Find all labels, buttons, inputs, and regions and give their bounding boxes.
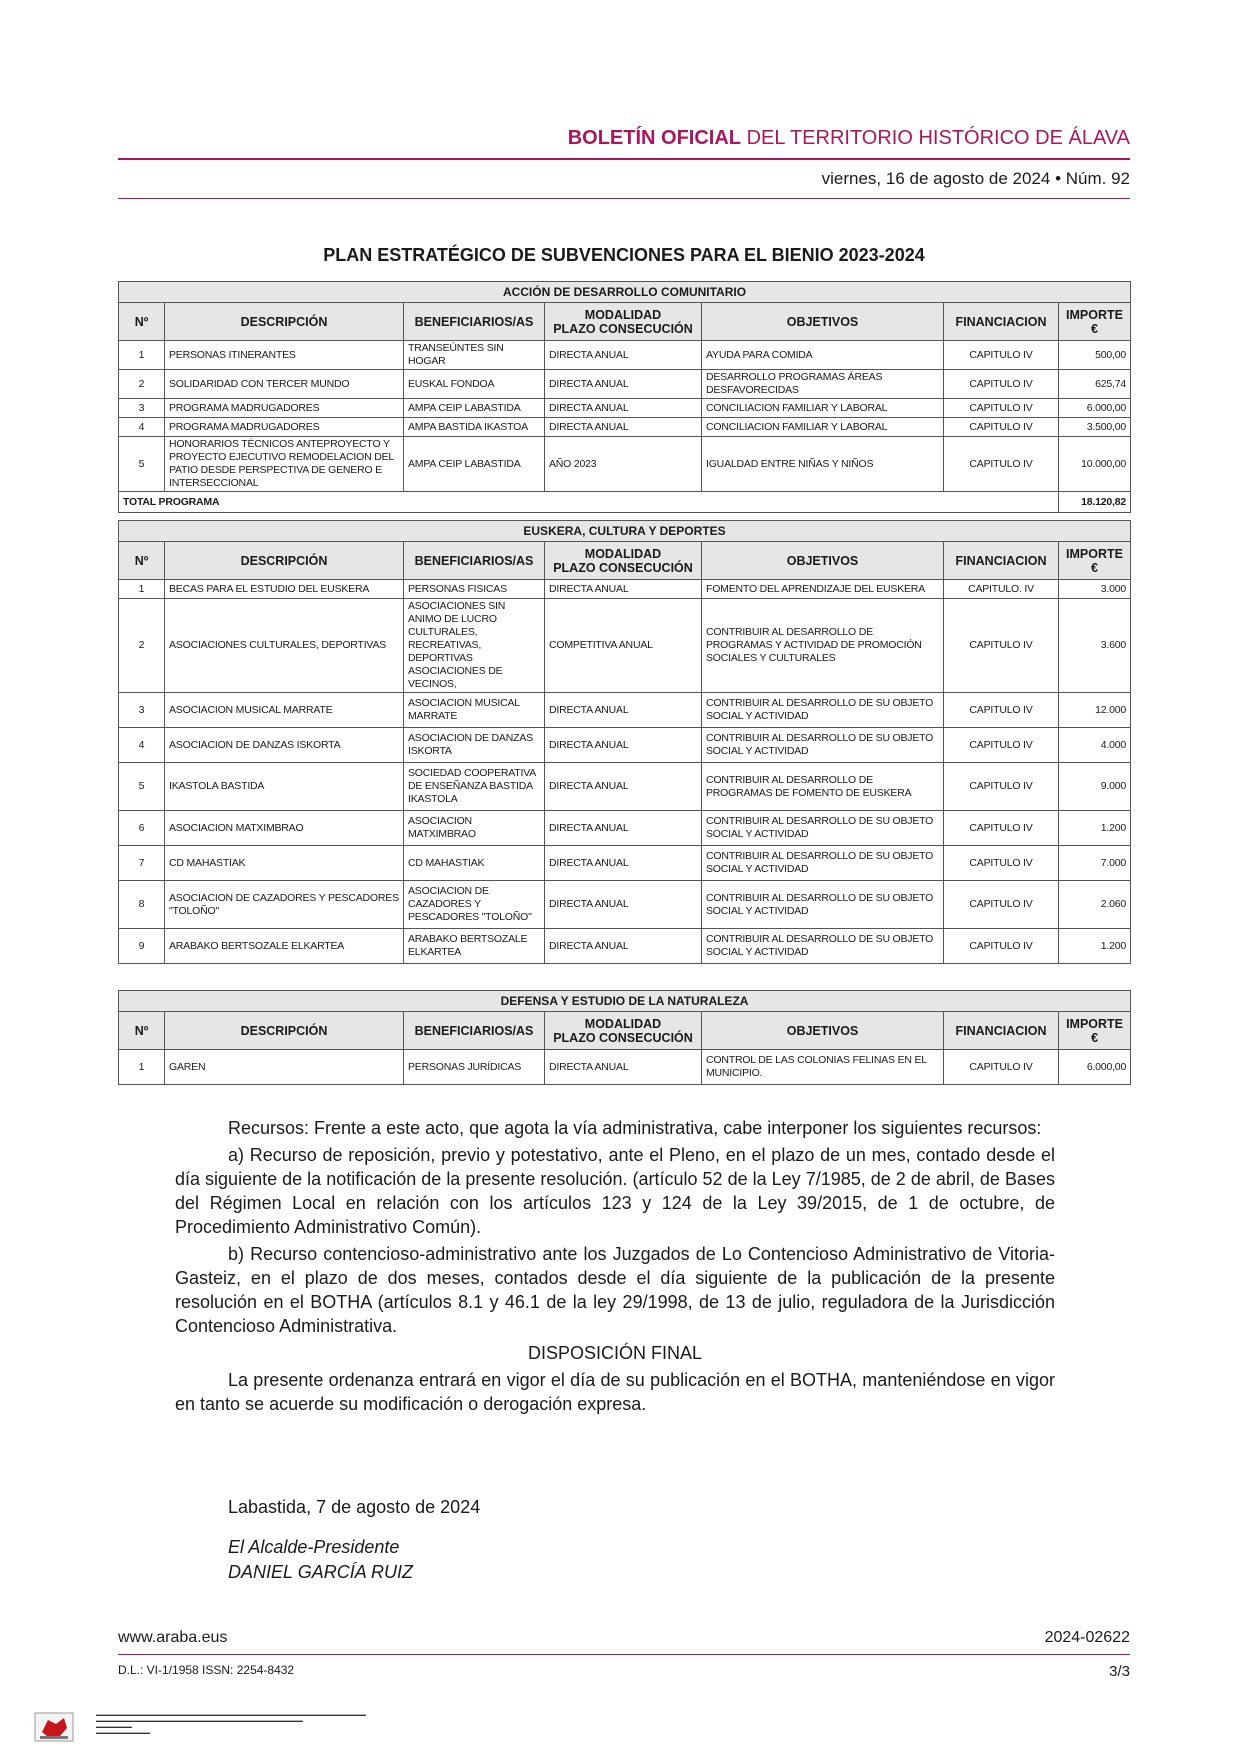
cell-modalidad: DIRECTA ANUAL <box>545 811 702 846</box>
cell-desc: PROGRAMA MADRUGADORES <box>165 399 404 418</box>
cell-benef: AMPA BASTIDA IKASTOA <box>404 418 545 437</box>
cell-objetivos: CONCILIACION FAMILIAR Y LABORAL <box>702 418 944 437</box>
cell-modalidad: DIRECTA ANUAL <box>545 929 702 964</box>
col-header-objetivos: OBJETIVOS <box>702 542 944 580</box>
cell-financiacion: CAPITULO. IV <box>944 580 1059 599</box>
cell-desc: ARABAKO BERTSOZALE ELKARTEA <box>165 929 404 964</box>
table-row <box>119 693 1131 728</box>
cell-objetivos: CONTRIBUIR AL DESARROLLO DE SU OBJETO SOCIAL Y ACTIVIDAD <box>702 693 944 728</box>
col-header-benef: BENEFICIARIOS/AS <box>404 303 545 341</box>
footer-rule <box>118 1654 1130 1655</box>
cell-num: 3 <box>119 399 165 418</box>
cell-benef: ASOCIACION MATXIMBRAO <box>404 811 545 846</box>
table-row <box>119 370 1131 399</box>
subsidy-table <box>118 281 1131 513</box>
table-section-title: ACCIÓN DE DESARROLLO COMUNITARIO <box>119 282 1131 303</box>
table-row <box>119 399 1131 418</box>
cell-desc: ASOCIACION MATXIMBRAO <box>165 811 404 846</box>
subsidy-table <box>118 990 1131 1085</box>
cell-objetivos: CONCILIACION FAMILIAR Y LABORAL <box>702 399 944 418</box>
cell-modalidad: DIRECTA ANUAL <box>545 763 702 811</box>
heading-disposicion-final: DISPOSICIÓN FINAL <box>527 1343 703 1363</box>
cell-desc: ASOCIACION MUSICAL MARRATE <box>165 693 404 728</box>
cell-modalidad: DIRECTA ANUAL <box>545 580 702 599</box>
footer-dl-issn: D.L.: VI-1/1958 ISSN: 2254-8432 <box>118 1663 295 1677</box>
cell-importe: 625,74 <box>1059 370 1131 399</box>
header-rule-thin <box>118 198 1130 199</box>
cell-benef: ASOCIACION DE CAZADORES Y PESCADORES "TOLOÑO" <box>404 881 545 929</box>
col-header-desc: DESCRIPCIÓN <box>165 1012 404 1050</box>
cell-objetivos: DESARROLLO PROGRAMAS ÁREAS DESFAVORECIDAS <box>702 370 944 399</box>
place-date: Labastida, 7 de agosto de 2024 <box>228 1497 481 1517</box>
cell-desc: HONORARIOS TÉCNICOS ANTEPROYECTO Y PROYECTO EJECUTIVO REMODELACION DEL PATIO DESDE PERSPECTIVA DE GENERO E INTERSECCIONAL <box>165 437 404 492</box>
cell-benef: PERSONAS FISICAS <box>404 580 545 599</box>
cell-objetivos: CONTRIBUIR AL DESARROLLO DE SU OBJETO SOCIAL Y ACTIVIDAD <box>702 929 944 964</box>
col-header-financiacion: FINANCIACION <box>944 1012 1059 1050</box>
col-header-financiacion: FINANCIACION <box>944 303 1059 341</box>
cell-modalidad: AÑO 2023 <box>545 437 702 492</box>
col-header-modalidad-1: MODALIDAD <box>584 307 662 322</box>
cell-importe: 6.000,00 <box>1059 1050 1131 1085</box>
cell-importe: 3.500,00 <box>1059 418 1131 437</box>
cell-objetivos: CONTRIBUIR AL DESARROLLO DE SU OBJETO SOCIAL Y ACTIVIDAD <box>702 846 944 881</box>
cell-importe: 500,00 <box>1059 341 1131 370</box>
cell-num: 5 <box>119 437 165 492</box>
cell-modalidad: DIRECTA ANUAL <box>545 693 702 728</box>
cell-objetivos: CONTRIBUIR AL DESARROLLO DE SU OBJETO SOCIAL Y ACTIVIDAD <box>702 881 944 929</box>
table-row <box>119 846 1131 881</box>
cell-num: 1 <box>119 341 165 370</box>
cell-desc: ASOCIACION DE CAZADORES Y PESCADORES "TOLOÑO" <box>165 881 404 929</box>
cell-benef: SOCIEDAD COOPERATIVA DE ENSEÑANZA BASTIDA IKASTOLA <box>404 763 545 811</box>
cell-benef: AMPA CEIP LABASTIDA <box>404 437 545 492</box>
col-header-objetivos: OBJETIVOS <box>702 303 944 341</box>
cell-financiacion: CAPITULO IV <box>944 929 1059 964</box>
cell-modalidad: DIRECTA ANUAL <box>545 418 702 437</box>
cell-financiacion: CAPITULO IV <box>944 763 1059 811</box>
bulletin-title-bold: BOLETÍN OFICIAL <box>567 127 742 149</box>
cell-objetivos: FOMENTO DEL APRENDIZAJE DEL EUSKERA <box>702 580 944 599</box>
col-header-modalidad <box>545 542 702 580</box>
cell-num: 2 <box>119 599 165 693</box>
cell-objetivos: AYUDA PARA COMIDA <box>702 341 944 370</box>
electronic-signature-fine-print: ▬▬▬▬▬▬▬▬▬▬▬▬▬▬▬▬▬▬▬▬▬▬▬▬▬▬▬▬▬▬▬▬▬▬▬▬▬▬▬▬▬▬▬▬▬▬▬▬▬▬▬▬▬▬▬▬▬▬▬▬ ▬▬▬▬▬▬▬▬▬▬▬▬▬▬▬▬▬▬▬▬▬▬▬▬▬▬▬▬▬▬▬▬▬▬▬▬▬▬▬▬▬▬▬▬▬▬ ▬▬▬▬▬▬▬▬ ▬▬▬▬▬▬▬▬▬▬▬▬ <box>96 1712 366 1735</box>
cell-desc: IKASTOLA BASTIDA <box>165 763 404 811</box>
body-text <box>175 1116 1055 1416</box>
footer-page-number: 3/3 <box>1109 1663 1130 1680</box>
col-header-benef: BENEFICIARIOS/AS <box>404 1012 545 1050</box>
cell-financiacion: CAPITULO IV <box>944 881 1059 929</box>
cell-benef: ASOCIACION DE DANZAS ISKORTA <box>404 728 545 763</box>
cell-objetivos: IGUALDAD ENTRE NIÑAS Y NIÑOS <box>702 437 944 492</box>
table-row <box>119 1050 1131 1085</box>
signature-role: El Alcalde-Presidente <box>228 1537 400 1557</box>
cell-benef: EUSKAL FONDOA <box>404 370 545 399</box>
col-header-importe: IMPORTE € <box>1059 1012 1131 1050</box>
cell-desc: PROGRAMA MADRUGADORES <box>165 418 404 437</box>
table-row <box>119 580 1131 599</box>
col-header-benef: BENEFICIARIOS/AS <box>404 542 545 580</box>
cell-modalidad: DIRECTA ANUAL <box>545 399 702 418</box>
cell-num: 1 <box>119 580 165 599</box>
cell-modalidad: DIRECTA ANUAL <box>545 846 702 881</box>
cell-modalidad: DIRECTA ANUAL <box>545 728 702 763</box>
cell-desc: CD MAHASTIAK <box>165 846 404 881</box>
cell-desc: SOLIDARIDAD CON TERCER MUNDO <box>165 370 404 399</box>
cell-importe: 4.000 <box>1059 728 1131 763</box>
cell-benef: ARABAKO BERTSOZALE ELKARTEA <box>404 929 545 964</box>
subsidy-table <box>118 520 1131 964</box>
document-title: PLAN ESTRATÉGICO DE SUBVENCIONES PARA EL BIENIO 2023-2024 <box>323 245 925 265</box>
cell-benef: ASOCIACIONES SIN ANIMO DE LUCRO CULTURALES, RECREATIVAS, DEPORTIVAS ASOCIACIONES DE VECINOS, <box>404 599 545 693</box>
col-header-desc: DESCRIPCIÓN <box>165 303 404 341</box>
cell-benef: AMPA CEIP LABASTIDA <box>404 399 545 418</box>
cell-financiacion: CAPITULO IV <box>944 1050 1059 1085</box>
table-row <box>119 728 1131 763</box>
col-header-importe: IMPORTE € <box>1059 542 1131 580</box>
cell-num: 7 <box>119 846 165 881</box>
cell-num: 8 <box>119 881 165 929</box>
cell-benef: CD MAHASTIAK <box>404 846 545 881</box>
header-rule <box>118 158 1130 160</box>
cell-num: 9 <box>119 929 165 964</box>
col-header-modalidad <box>545 303 702 341</box>
cell-modalidad: DIRECTA ANUAL <box>545 341 702 370</box>
cell-importe: 10.000,00 <box>1059 437 1131 492</box>
footer-reference: 2024-02622 <box>1044 1629 1130 1646</box>
paragraph-recursos: Recursos: Frente a este acto, que agota la vía administrativa, cabe interponer los siguientes recursos: <box>228 1118 1042 1138</box>
table-row <box>119 929 1131 964</box>
cell-num: 4 <box>119 418 165 437</box>
cell-num: 2 <box>119 370 165 399</box>
cell-num: 6 <box>119 811 165 846</box>
cell-objetivos: CONTRIBUIR AL DESARROLLO DE SU OBJETO SOCIAL Y ACTIVIDAD <box>702 811 944 846</box>
footer-website[interactable]: www.araba.eus <box>118 1629 228 1646</box>
cell-desc: PERSONAS ITINERANTES <box>165 341 404 370</box>
table-row <box>119 437 1131 492</box>
col-header-modalidad-1: MODALIDAD <box>584 546 662 561</box>
table-row <box>119 418 1131 437</box>
paragraph-contencioso: b) Recurso contencioso-administrativo ante los Juzgados de Lo Contencioso Administrativo de Vitoria-Gasteiz, en el plazo de dos meses, contados desde el día siguiente de la publicación de la presente resolución en el BOTHA (artículos 8.1 y 46.1 de la ley 29/1998, de 13 de julio, reguladora de la Jurisdicción Contencioso Administrativa. <box>175 1244 1055 1336</box>
cell-importe: 7.000 <box>1059 846 1131 881</box>
cell-importe: 3.000 <box>1059 580 1131 599</box>
cell-objetivos: CONTRIBUIR AL DESARROLLO DE SU OBJETO SOCIAL Y ACTIVIDAD <box>702 728 944 763</box>
cell-num: 5 <box>119 763 165 811</box>
paragraph-entrada-vigor: La presente ordenanza entrará en vigor el día de su publicación en el BOTHA, manteniéndose en vigor en tanto se acuerde su modificación o derogación expresa. <box>175 1370 1055 1414</box>
cell-modalidad: DIRECTA ANUAL <box>545 881 702 929</box>
cell-modalidad: DIRECTA ANUAL <box>545 370 702 399</box>
col-header-objetivos: OBJETIVOS <box>702 1012 944 1050</box>
col-header-financiacion: FINANCIACION <box>944 542 1059 580</box>
cell-num: 1 <box>119 1050 165 1085</box>
cell-desc: BECAS PARA EL ESTUDIO DEL EUSKERA <box>165 580 404 599</box>
col-header-num: Nº <box>119 1012 165 1050</box>
cell-num: 3 <box>119 693 165 728</box>
cell-num: 4 <box>119 728 165 763</box>
col-header-importe: IMPORTE € <box>1059 303 1131 341</box>
cell-benef: ASOCIACION MUSICAL MARRATE <box>404 693 545 728</box>
cell-financiacion: CAPITULO IV <box>944 728 1059 763</box>
cell-financiacion: CAPITULO IV <box>944 811 1059 846</box>
table-row <box>119 341 1131 370</box>
col-header-desc: DESCRIPCIÓN <box>165 542 404 580</box>
table-row <box>119 811 1131 846</box>
cell-importe: 2.060 <box>1059 881 1131 929</box>
table-row <box>119 881 1131 929</box>
table-section-title: EUSKERA, CULTURA Y DEPORTES <box>119 521 1131 542</box>
table-row <box>119 599 1131 693</box>
cell-importe: 12.000 <box>1059 693 1131 728</box>
cell-financiacion: CAPITULO IV <box>944 437 1059 492</box>
cell-modalidad: DIRECTA ANUAL <box>545 1050 702 1085</box>
cell-modalidad: COMPETITIVA ANUAL <box>545 599 702 693</box>
col-header-modalidad-2: PLAZO CONSECUCIÓN <box>553 1030 693 1045</box>
cell-desc: ASOCIACION DE DANZAS ISKORTA <box>165 728 404 763</box>
cell-financiacion: CAPITULO IV <box>944 399 1059 418</box>
bulletin-title-rest: DEL TERRITORIO HISTÓRICO DE ÁLAVA <box>741 127 1130 149</box>
page-header <box>118 124 1130 199</box>
table-row <box>119 763 1131 811</box>
official-seal-icon <box>34 1712 74 1742</box>
cell-importe: 6.000,00 <box>1059 399 1131 418</box>
cell-importe: 1.200 <box>1059 811 1131 846</box>
cell-benef: PERSONAS JURÍDICAS <box>404 1050 545 1085</box>
col-header-modalidad-2: PLAZO CONSECUCIÓN <box>553 321 693 336</box>
cell-financiacion: CAPITULO IV <box>944 693 1059 728</box>
cell-importe: 9.000 <box>1059 763 1131 811</box>
table-section-title: DEFENSA Y ESTUDIO DE LA NATURALEZA <box>119 991 1131 1012</box>
col-header-modalidad-2: PLAZO CONSECUCIÓN <box>553 560 693 575</box>
cell-objetivos: CONTRIBUIR AL DESARROLLO DE PROGRAMAS Y ACTIVIDAD DE PROMOCIÓN SOCIALES Y CULTURALES <box>702 599 944 693</box>
signature-block <box>228 1535 413 1585</box>
table-total-row <box>119 492 1131 513</box>
total-label: TOTAL PROGRAMA <box>119 492 1059 513</box>
cell-financiacion: CAPITULO IV <box>944 846 1059 881</box>
cell-financiacion: CAPITULO IV <box>944 599 1059 693</box>
cell-desc: GAREN <box>165 1050 404 1085</box>
paragraph-reposicion: a) Recurso de reposición, previo y potestativo, ante el Pleno, en el plazo de un mes, contado desde el día siguiente de la notificación de la presente resolución. (artículo 52 de la Ley 7/1985, de 2 de abril, de Bases del Régimen Local en relación con los artículos 123 y 124 de la Ley 39/2015, de 1 de octubre, de Procedimiento Administrativo Común). <box>175 1145 1055 1237</box>
cell-financiacion: CAPITULO IV <box>944 370 1059 399</box>
col-header-num: Nº <box>119 542 165 580</box>
bulletin-title <box>118 124 1130 152</box>
cell-financiacion: CAPITULO IV <box>944 418 1059 437</box>
col-header-modalidad-1: MODALIDAD <box>584 1016 662 1031</box>
col-header-num: Nº <box>119 303 165 341</box>
total-value: 18.120,82 <box>1059 492 1131 513</box>
cell-desc: ASOCIACIONES CULTURALES, DEPORTIVAS <box>165 599 404 693</box>
cell-objetivos: CONTRIBUIR AL DESARROLLO DE PROGRAMAS DE FOMENTO DE EUSKERA <box>702 763 944 811</box>
cell-financiacion: CAPITULO IV <box>944 341 1059 370</box>
signature-name: DANIEL GARCÍA RUIZ <box>228 1562 414 1582</box>
cell-importe: 1.200 <box>1059 929 1131 964</box>
cell-benef: TRANSEÚNTES SIN HOGAR <box>404 341 545 370</box>
issue-date: viernes, 16 de agosto de 2024 • Núm. 92 <box>821 169 1130 188</box>
cell-objetivos: CONTROL DE LAS COLONIAS FELINAS EN EL MUNICIPIO. <box>702 1050 944 1085</box>
cell-importe: 3.600 <box>1059 599 1131 693</box>
col-header-modalidad <box>545 1012 702 1050</box>
